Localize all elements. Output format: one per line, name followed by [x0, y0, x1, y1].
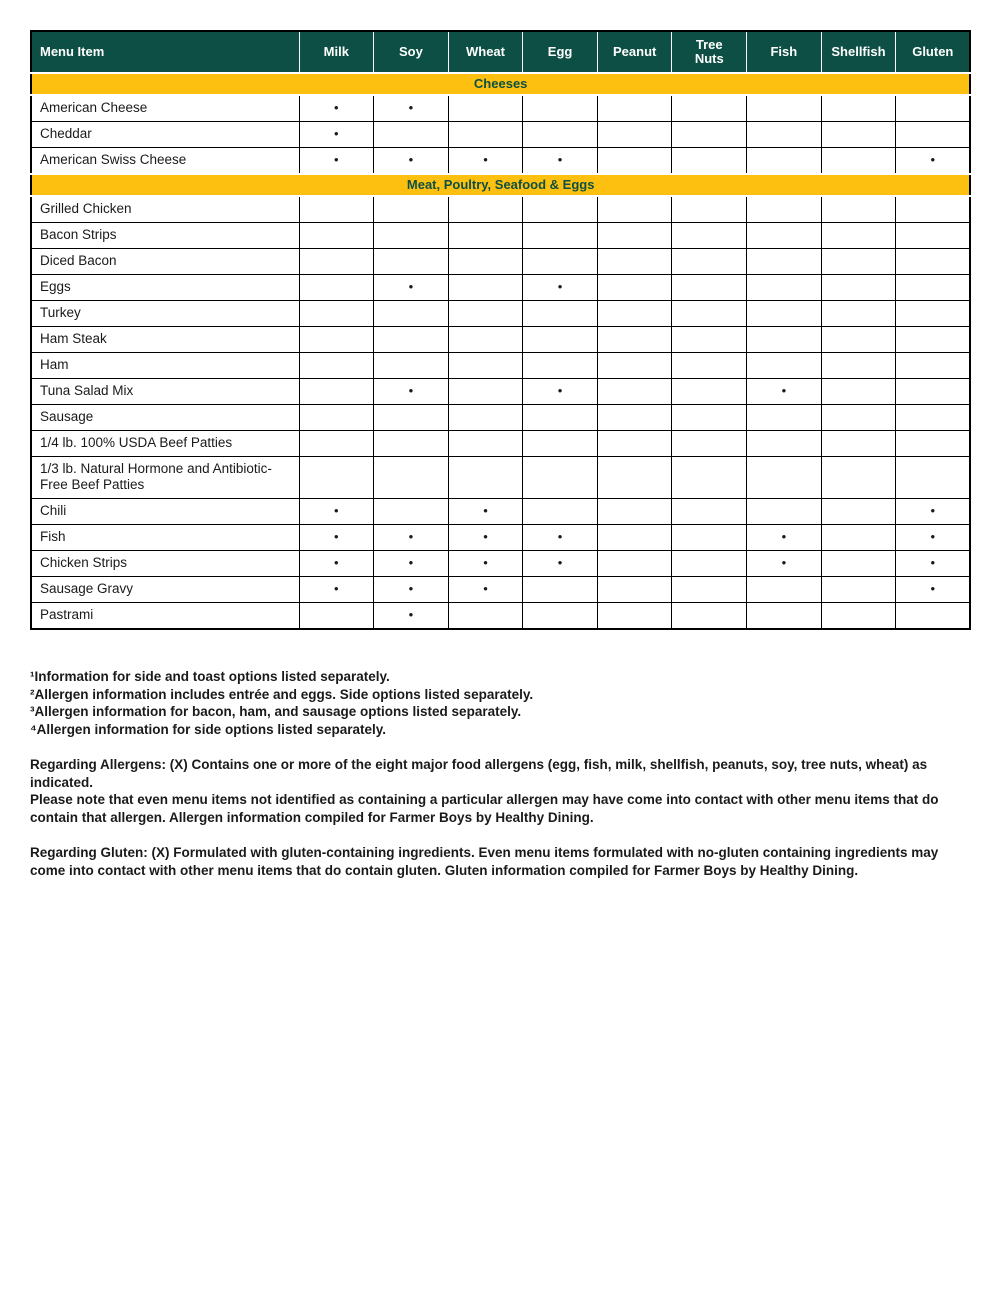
table-row: [31, 457, 970, 499]
allergen-empty-cell: [299, 457, 374, 499]
table-row: [31, 405, 970, 431]
menu-item-name: Chicken Strips: [31, 551, 299, 577]
allergen-empty-cell: [523, 499, 598, 525]
menu-item-name: American Cheese: [31, 95, 299, 122]
menu-item-name: Chili: [31, 499, 299, 525]
menu-item-name: Sausage Gravy: [31, 577, 299, 603]
column-header-shellfish: Shellfish: [821, 31, 896, 73]
allergen-empty-cell: [448, 122, 523, 148]
allergen-empty-cell: [747, 431, 822, 457]
allergen-empty-cell: [374, 431, 449, 457]
regarding-allergens-text: Regarding Allergens: (X) Contains one or more of the eight major food allergens (egg, fish, milk, shellfish, peanuts, soy, tree nuts, wheat) as indicated.: [30, 757, 928, 790]
allergen-empty-cell: [374, 249, 449, 275]
allergen-empty-cell: [747, 301, 822, 327]
allergen-empty-cell: [299, 223, 374, 249]
allergen-mark: •: [448, 499, 523, 525]
allergen-mark: •: [448, 577, 523, 603]
column-header-wheat: Wheat: [448, 31, 523, 73]
allergen-empty-cell: [374, 196, 449, 223]
allergen-mark: •: [896, 148, 971, 175]
allergen-mark: •: [374, 148, 449, 175]
allergen-empty-cell: [448, 95, 523, 122]
allergen-mark: •: [374, 603, 449, 630]
table-row: [31, 431, 970, 457]
allergen-empty-cell: [523, 122, 598, 148]
allergen-empty-cell: [896, 95, 971, 122]
menu-item-name: Tuna Salad Mix: [31, 379, 299, 405]
allergen-empty-cell: [821, 603, 896, 630]
allergen-empty-cell: [672, 405, 747, 431]
allergen-empty-cell: [896, 431, 971, 457]
column-header-fish: Fish: [747, 31, 822, 73]
allergen-empty-cell: [523, 431, 598, 457]
allergen-empty-cell: [747, 148, 822, 175]
allergen-table: [30, 30, 971, 630]
allergen-empty-cell: [523, 603, 598, 630]
allergen-empty-cell: [896, 275, 971, 301]
allergen-empty-cell: [597, 379, 672, 405]
allergen-empty-cell: [523, 301, 598, 327]
table-row: [31, 249, 970, 275]
allergen-mark: •: [896, 551, 971, 577]
allergen-empty-cell: [672, 525, 747, 551]
allergen-empty-cell: [896, 603, 971, 630]
allergen-empty-cell: [672, 353, 747, 379]
allergen-mark: •: [896, 577, 971, 603]
menu-item-name: 1/3 lb. Natural Hormone and Antibiotic-Free Beef Patties: [31, 457, 299, 499]
allergen-mark: •: [747, 379, 822, 405]
table-body: [31, 73, 970, 629]
table-row: [31, 525, 970, 551]
table-row: [31, 223, 970, 249]
allergen-empty-cell: [299, 431, 374, 457]
menu-item-name: Turkey: [31, 301, 299, 327]
menu-item-name: Eggs: [31, 275, 299, 301]
allergen-empty-cell: [597, 577, 672, 603]
allergen-empty-cell: [747, 603, 822, 630]
allergen-empty-cell: [523, 327, 598, 353]
allergen-empty-cell: [448, 405, 523, 431]
allergen-mark: •: [747, 525, 822, 551]
column-header-milk: Milk: [299, 31, 374, 73]
allergen-empty-cell: [597, 499, 672, 525]
allergen-empty-cell: [821, 223, 896, 249]
allergen-empty-cell: [747, 249, 822, 275]
allergen-empty-cell: [299, 379, 374, 405]
allergen-mark: •: [299, 122, 374, 148]
allergen-empty-cell: [747, 95, 822, 122]
table-row: [31, 95, 970, 122]
allergen-empty-cell: [523, 223, 598, 249]
column-header-gluten: Gluten: [896, 31, 971, 73]
menu-item-name: Fish: [31, 525, 299, 551]
allergen-mark: •: [448, 148, 523, 175]
allergen-empty-cell: [374, 122, 449, 148]
allergen-empty-cell: [821, 122, 896, 148]
allergen-empty-cell: [821, 525, 896, 551]
allergen-mark: •: [896, 499, 971, 525]
allergen-empty-cell: [672, 148, 747, 175]
allergen-empty-cell: [896, 196, 971, 223]
allergen-empty-cell: [374, 223, 449, 249]
allergen-empty-cell: [299, 196, 374, 223]
allergen-mark: •: [299, 95, 374, 122]
allergen-empty-cell: [523, 405, 598, 431]
allergen-empty-cell: [597, 95, 672, 122]
header-row: [31, 31, 970, 73]
allergen-empty-cell: [448, 196, 523, 223]
allergen-empty-cell: [597, 457, 672, 499]
allergen-empty-cell: [896, 457, 971, 499]
allergen-mark: •: [523, 525, 598, 551]
allergen-empty-cell: [672, 551, 747, 577]
allergen-mark: •: [448, 551, 523, 577]
allergen-empty-cell: [672, 275, 747, 301]
section-title: Cheeses: [31, 73, 970, 95]
menu-item-name: Grilled Chicken: [31, 196, 299, 223]
footnote-2: ²Allergen information includes entrée and eggs. Side options listed separately.: [30, 686, 534, 702]
column-header-soy: Soy: [374, 31, 449, 73]
allergen-empty-cell: [448, 379, 523, 405]
allergen-empty-cell: [747, 499, 822, 525]
allergen-empty-cell: [523, 577, 598, 603]
allergen-empty-cell: [523, 196, 598, 223]
allergen-empty-cell: [597, 525, 672, 551]
allergen-empty-cell: [448, 431, 523, 457]
section-header-row: [31, 73, 970, 95]
allergen-empty-cell: [597, 275, 672, 301]
allergen-mark: •: [299, 577, 374, 603]
allergen-disclaimer-block: [30, 756, 965, 826]
allergen-mark: •: [374, 275, 449, 301]
allergen-empty-cell: [896, 301, 971, 327]
allergen-empty-cell: [299, 353, 374, 379]
allergen-mark: •: [747, 551, 822, 577]
allergen-empty-cell: [672, 122, 747, 148]
allergen-mark: •: [374, 379, 449, 405]
allergen-empty-cell: [747, 457, 822, 499]
table-row: [31, 603, 970, 630]
allergen-empty-cell: [523, 249, 598, 275]
allergen-empty-cell: [821, 379, 896, 405]
allergen-empty-cell: [523, 457, 598, 499]
allergen-empty-cell: [374, 301, 449, 327]
table-row: [31, 551, 970, 577]
allergen-empty-cell: [448, 275, 523, 301]
allergen-empty-cell: [821, 353, 896, 379]
allergen-empty-cell: [299, 603, 374, 630]
section-header-row: [31, 174, 970, 196]
footnote-3: ³Allergen information for bacon, ham, and sausage options listed separately.: [30, 704, 522, 719]
allergen-empty-cell: [672, 327, 747, 353]
allergen-empty-cell: [821, 148, 896, 175]
allergen-empty-cell: [597, 223, 672, 249]
allergen-empty-cell: [896, 223, 971, 249]
allergen-empty-cell: [821, 499, 896, 525]
allergen-empty-cell: [747, 353, 822, 379]
allergen-empty-cell: [672, 223, 747, 249]
allergen-mark: •: [523, 275, 598, 301]
regarding-gluten-text: Regarding Gluten: (X) Formulated with gluten-containing ingredients. Even menu items formulated with no-gluten containing ingredients may come into contact with other menu items that do contain gluten. Gluten information compiled for Farmer Boys by Healthy Dining.: [30, 845, 939, 878]
menu-item-name: Diced Bacon: [31, 249, 299, 275]
section-title: Meat, Poultry, Seafood & Eggs: [31, 174, 970, 196]
allergen-empty-cell: [896, 327, 971, 353]
allergen-empty-cell: [747, 405, 822, 431]
menu-item-name: Cheddar: [31, 122, 299, 148]
allergen-empty-cell: [448, 457, 523, 499]
table-row: [31, 148, 970, 175]
allergen-empty-cell: [597, 431, 672, 457]
table-row: [31, 122, 970, 148]
allergen-empty-cell: [597, 148, 672, 175]
allergen-empty-cell: [672, 196, 747, 223]
column-header-tree-nuts: Tree Nuts: [672, 31, 747, 73]
allergen-empty-cell: [821, 457, 896, 499]
allergen-empty-cell: [896, 379, 971, 405]
allergen-empty-cell: [374, 499, 449, 525]
menu-item-name: Ham: [31, 353, 299, 379]
notes-section: [30, 668, 965, 879]
menu-item-name: 1/4 lb. 100% USDA Beef Patties: [31, 431, 299, 457]
menu-item-name: Ham Steak: [31, 327, 299, 353]
allergen-empty-cell: [597, 327, 672, 353]
allergen-empty-cell: [597, 353, 672, 379]
allergen-empty-cell: [299, 249, 374, 275]
allergen-empty-cell: [821, 301, 896, 327]
allergen-mark: •: [523, 551, 598, 577]
allergen-empty-cell: [448, 327, 523, 353]
allergen-mark: •: [896, 525, 971, 551]
allergen-empty-cell: [896, 405, 971, 431]
allergen-empty-cell: [821, 577, 896, 603]
allergen-empty-cell: [299, 405, 374, 431]
allergen-empty-cell: [374, 457, 449, 499]
column-header-menu-item: Menu Item: [31, 31, 299, 73]
allergen-mark: •: [299, 148, 374, 175]
allergen-mark: •: [299, 499, 374, 525]
column-header-egg: Egg: [523, 31, 598, 73]
allergen-mark: •: [374, 551, 449, 577]
allergen-empty-cell: [448, 603, 523, 630]
table-row: [31, 353, 970, 379]
allergen-empty-cell: [747, 196, 822, 223]
table-header: [31, 31, 970, 73]
allergen-empty-cell: [821, 431, 896, 457]
allergen-empty-cell: [672, 603, 747, 630]
allergen-empty-cell: [747, 223, 822, 249]
table-row: [31, 327, 970, 353]
table-row: [31, 379, 970, 405]
allergen-empty-cell: [672, 499, 747, 525]
allergen-empty-cell: [597, 301, 672, 327]
allergen-mark: •: [523, 379, 598, 405]
table-row: [31, 499, 970, 525]
allergen-mark: •: [374, 95, 449, 122]
allergen-empty-cell: [747, 327, 822, 353]
allergen-empty-cell: [597, 551, 672, 577]
allergen-empty-cell: [821, 95, 896, 122]
menu-item-name: American Swiss Cheese: [31, 148, 299, 175]
allergen-empty-cell: [597, 405, 672, 431]
table-row: [31, 275, 970, 301]
allergen-empty-cell: [448, 353, 523, 379]
allergen-empty-cell: [374, 327, 449, 353]
allergen-empty-cell: [747, 275, 822, 301]
allergen-empty-cell: [821, 327, 896, 353]
allergen-mark: •: [374, 525, 449, 551]
footnote-1: ¹Information for side and toast options listed separately.: [30, 669, 390, 684]
allergen-empty-cell: [299, 301, 374, 327]
allergen-empty-cell: [523, 95, 598, 122]
allergen-empty-cell: [747, 122, 822, 148]
table-row: [31, 577, 970, 603]
allergen-empty-cell: [374, 405, 449, 431]
allergen-empty-cell: [374, 353, 449, 379]
allergen-contact-note-text: Please note that even menu items not identified as containing a particular allergen may have come into contact with other menu items that do contain that allergen. Allergen information compiled for Farmer Boys by Healthy Dining.: [30, 792, 939, 825]
allergen-empty-cell: [299, 327, 374, 353]
allergen-mark: •: [523, 148, 598, 175]
allergen-empty-cell: [896, 122, 971, 148]
allergen-empty-cell: [747, 577, 822, 603]
allergen-empty-cell: [672, 301, 747, 327]
allergen-empty-cell: [299, 275, 374, 301]
table-row: [31, 301, 970, 327]
allergen-mark: •: [299, 525, 374, 551]
menu-item-name: Pastrami: [31, 603, 299, 630]
allergen-empty-cell: [896, 249, 971, 275]
column-header-peanut: Peanut: [597, 31, 672, 73]
allergen-empty-cell: [672, 379, 747, 405]
allergen-empty-cell: [821, 551, 896, 577]
allergen-empty-cell: [523, 353, 598, 379]
allergen-empty-cell: [672, 95, 747, 122]
allergen-empty-cell: [597, 603, 672, 630]
allergen-empty-cell: [672, 431, 747, 457]
menu-item-name: Sausage: [31, 405, 299, 431]
allergen-empty-cell: [821, 275, 896, 301]
allergen-empty-cell: [672, 249, 747, 275]
allergen-empty-cell: [821, 196, 896, 223]
allergen-empty-cell: [597, 249, 672, 275]
allergen-mark: •: [374, 577, 449, 603]
allergen-empty-cell: [448, 223, 523, 249]
allergen-empty-cell: [448, 249, 523, 275]
allergen-empty-cell: [672, 577, 747, 603]
allergen-empty-cell: [597, 122, 672, 148]
allergen-mark: •: [299, 551, 374, 577]
allergen-mark: •: [448, 525, 523, 551]
allergen-empty-cell: [448, 301, 523, 327]
menu-item-name: Bacon Strips: [31, 223, 299, 249]
allergen-empty-cell: [821, 249, 896, 275]
footnote-4: ⁴Allergen information for side options listed separately.: [30, 721, 386, 737]
allergen-empty-cell: [896, 353, 971, 379]
allergen-empty-cell: [672, 457, 747, 499]
allergen-empty-cell: [597, 196, 672, 223]
gluten-disclaimer-block: [30, 844, 965, 879]
allergen-empty-cell: [821, 405, 896, 431]
table-row: [31, 196, 970, 223]
